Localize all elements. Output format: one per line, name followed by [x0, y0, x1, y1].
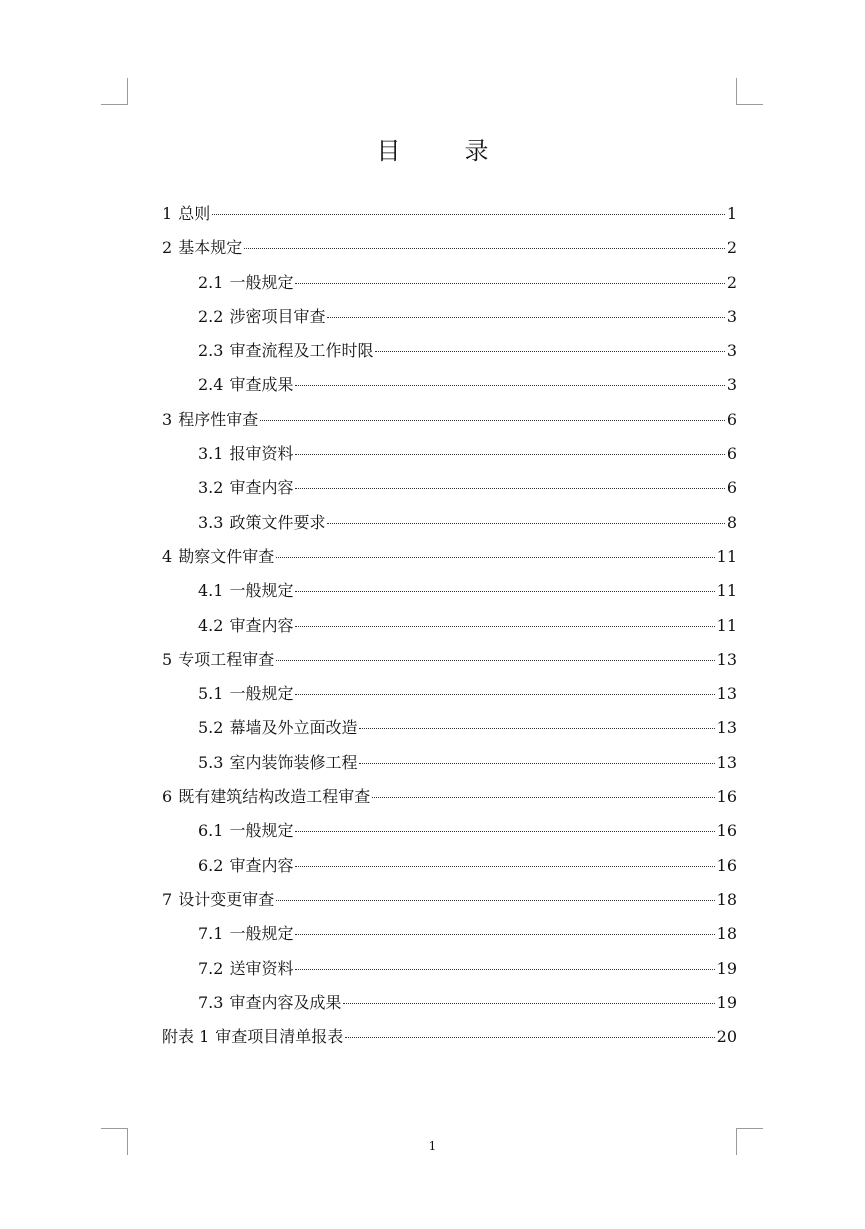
toc-entry-title: 程序性审查 — [178, 409, 259, 429]
toc-entry-number: 5.1 — [198, 684, 224, 704]
toc-entry-page: 16 — [716, 821, 737, 841]
toc-entry-title: 基本规定 — [178, 238, 243, 258]
toc-entry-page: 11 — [716, 615, 737, 635]
toc-dot-leader — [359, 728, 714, 729]
toc-dot-leader — [359, 763, 714, 764]
toc-entry-number: 6 — [162, 787, 173, 807]
toc-entry-title: 审查内容 — [229, 478, 294, 498]
toc-entry-title: 审查成果 — [229, 375, 294, 395]
toc-entry[interactable] — [162, 540, 737, 574]
toc-entry-page: 8 — [726, 512, 737, 532]
toc-entry-title: 一般规定 — [229, 272, 294, 292]
toc-dot-leader — [295, 385, 724, 386]
toc-entry[interactable] — [162, 403, 737, 437]
toc-dot-leader — [295, 591, 714, 592]
page-number: 1 — [428, 1139, 437, 1153]
toc-entry-number: 6.2 — [198, 855, 224, 875]
toc-entry-title: 一般规定 — [229, 684, 294, 704]
toc-entry-title: 室内装饰装修工程 — [229, 752, 358, 772]
toc-entry-number: 1 — [162, 204, 173, 223]
page-title: 目 录 — [376, 137, 509, 165]
toc-entry-number: 4.1 — [198, 581, 224, 601]
toc-entry-number: 7.2 — [198, 958, 224, 978]
toc-entry-page: 3 — [726, 306, 737, 326]
toc-entry[interactable] — [162, 849, 737, 883]
toc-entry-number: 7 — [162, 889, 173, 909]
toc-entry-number: 4.2 — [198, 615, 224, 635]
crop-mark-top-left — [101, 78, 128, 105]
toc-dot-leader — [295, 283, 724, 284]
toc-entry-page: 2 — [726, 238, 737, 258]
toc-entry-number: 3.1 — [198, 444, 224, 464]
toc-entry-title: 审查流程及工作时限 — [229, 341, 374, 361]
toc-entry-page: 19 — [716, 992, 737, 1012]
toc-entry-number: 2.4 — [198, 375, 224, 395]
toc-entry[interactable] — [162, 780, 737, 814]
toc-dot-leader — [295, 969, 714, 970]
toc-entry-number: 5 — [162, 649, 173, 669]
toc-entry[interactable] — [162, 506, 737, 540]
toc-dot-leader — [295, 626, 714, 627]
toc-entry-number: 6.1 — [198, 821, 224, 841]
toc-entry[interactable] — [162, 643, 737, 677]
toc-entry-page: 6 — [726, 444, 737, 464]
toc-entry[interactable] — [162, 1020, 737, 1054]
toc-entry-title: 总则 — [178, 204, 211, 223]
toc-entry-page: 13 — [716, 684, 737, 704]
toc-dot-leader — [327, 317, 724, 318]
toc-entry-page: 6 — [726, 478, 737, 498]
toc-entry-number: 2 — [162, 238, 173, 258]
toc-entry[interactable] — [162, 746, 737, 780]
toc-entry-number: 3 — [162, 409, 173, 429]
toc-entry-page: 3 — [726, 341, 737, 361]
toc-dot-leader — [276, 557, 714, 558]
toc-dot-leader — [295, 488, 724, 489]
toc-entry-title: 审查内容 — [229, 855, 294, 875]
toc-dot-leader — [327, 523, 724, 524]
toc-entry-page: 2 — [726, 272, 737, 292]
toc-entry-title: 审查内容 — [229, 615, 294, 635]
toc-entry-title: 报审资料 — [229, 444, 294, 464]
toc-entry-title: 涉密项目审查 — [229, 306, 326, 326]
toc-entry[interactable] — [162, 574, 737, 608]
toc-entry-page: 6 — [726, 409, 737, 429]
toc-entry-page: 1 — [726, 204, 737, 223]
toc-dot-leader — [295, 866, 714, 867]
toc-dot-leader — [295, 934, 714, 935]
toc-entry-title: 一般规定 — [229, 924, 294, 944]
toc-entry-number: 5.2 — [198, 718, 224, 738]
toc-entry[interactable] — [162, 814, 737, 848]
toc-entry-title: 既有建筑结构改造工程审查 — [178, 787, 371, 807]
toc-entry-title: 一般规定 — [229, 581, 294, 601]
toc-entry[interactable] — [162, 300, 737, 334]
toc-entry-title: 勘察文件审查 — [178, 546, 275, 566]
toc-dot-leader — [343, 1003, 714, 1004]
toc-entry[interactable] — [162, 952, 737, 986]
toc-entry-title: 审查项目清单报表 — [215, 1027, 344, 1047]
toc-entry-page: 20 — [716, 1027, 737, 1047]
toc-entry[interactable] — [162, 334, 737, 368]
toc-entry-page: 13 — [716, 752, 737, 772]
toc-dot-leader — [276, 660, 714, 661]
toc-entry-number: 4 — [162, 546, 173, 566]
toc-entry-number: 2.3 — [198, 341, 224, 361]
toc-entry-title: 审查内容及成果 — [229, 992, 342, 1012]
toc-entry[interactable] — [162, 368, 737, 402]
toc-entry-page: 16 — [716, 787, 737, 807]
toc-entry-title: 专项工程审查 — [178, 649, 275, 669]
toc-dot-leader — [375, 351, 724, 352]
toc-dot-leader — [260, 420, 725, 421]
toc-entry[interactable] — [162, 231, 737, 265]
toc-dot-leader — [372, 797, 714, 798]
toc-entry[interactable] — [162, 883, 737, 917]
toc-entry-title: 设计变更审查 — [178, 889, 275, 909]
toc-entry[interactable] — [162, 917, 737, 951]
toc-dot-leader — [295, 831, 714, 832]
toc-entry[interactable] — [162, 437, 737, 471]
toc-entry-number: 附表 1 — [162, 1027, 210, 1047]
toc-entry[interactable] — [162, 609, 737, 643]
toc-entry-number: 3.2 — [198, 478, 224, 498]
toc-entry[interactable] — [162, 197, 737, 231]
toc-dot-leader — [244, 248, 725, 249]
toc-entry-page: 18 — [716, 889, 737, 909]
toc-dot-leader — [295, 694, 714, 695]
toc-dot-leader — [345, 1037, 714, 1038]
toc-entry[interactable] — [162, 471, 737, 505]
toc-dot-leader — [295, 454, 724, 455]
toc-entry-title: 幕墙及外立面改造 — [229, 718, 358, 738]
toc-entry[interactable] — [162, 986, 737, 1020]
toc-entry-number: 2.1 — [198, 272, 224, 292]
toc-entry[interactable] — [162, 266, 737, 300]
toc-entry-page: 11 — [716, 581, 737, 601]
toc-entry-title: 政策文件要求 — [229, 512, 326, 532]
toc-dot-leader — [276, 900, 714, 901]
toc-entry-page: 3 — [726, 375, 737, 395]
toc-entry-number: 3.3 — [198, 512, 224, 532]
toc-entry-number: 7.1 — [198, 924, 224, 944]
toc-entry-page: 16 — [716, 855, 737, 875]
toc-entry[interactable] — [162, 711, 737, 745]
toc-entry-page: 11 — [716, 546, 737, 566]
toc-entry-page: 13 — [716, 649, 737, 669]
toc-entry-page: 19 — [716, 958, 737, 978]
toc-entry-page: 13 — [716, 718, 737, 738]
toc-entry-title: 一般规定 — [229, 821, 294, 841]
toc-entry[interactable] — [162, 677, 737, 711]
toc-entry-page: 18 — [716, 924, 737, 944]
toc-dot-leader — [212, 214, 725, 215]
toc-entry-number: 5.3 — [198, 752, 224, 772]
toc-entry-number: 2.2 — [198, 306, 224, 326]
table-of-contents — [162, 197, 737, 1054]
crop-mark-top-right — [736, 78, 763, 105]
toc-entry-title: 送审资料 — [229, 958, 294, 978]
toc-entry-number: 7.3 — [198, 992, 224, 1012]
